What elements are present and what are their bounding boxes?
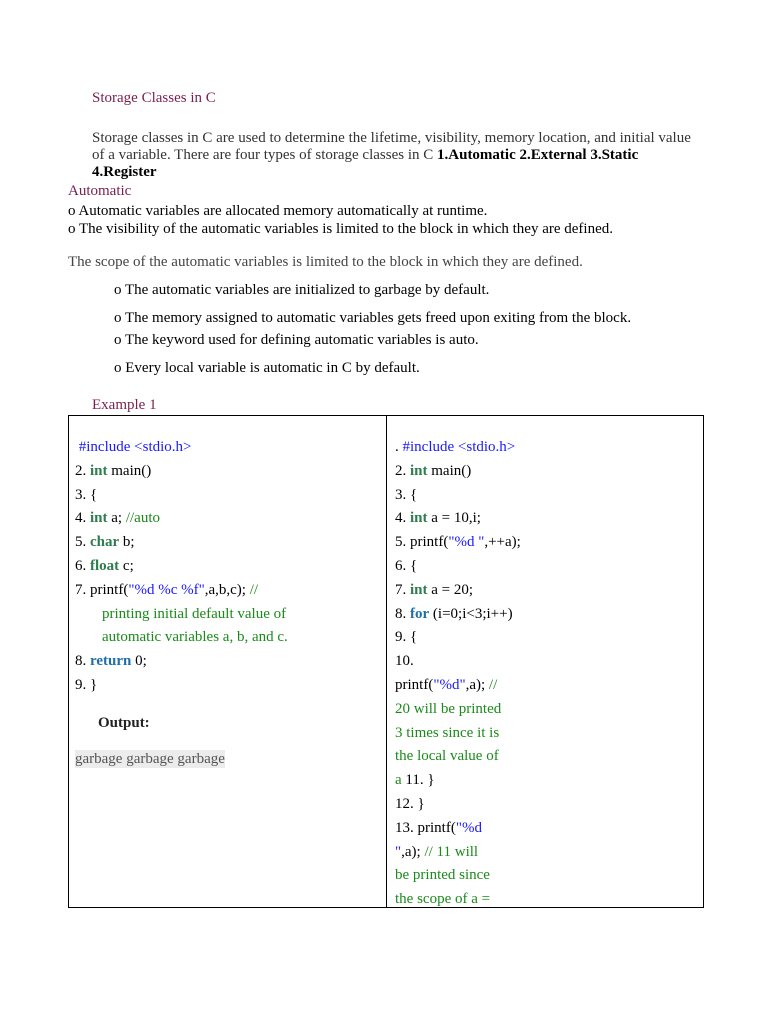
code-comment: automatic variables a, b, and c. bbox=[102, 629, 288, 646]
code-line: 6. float c; bbox=[75, 557, 134, 574]
code-line: 7. printf("%d %c %f",a,b,c); // bbox=[75, 581, 259, 598]
left-code-cell bbox=[75, 436, 288, 771]
code-line: printf("%d",a); // bbox=[395, 676, 498, 693]
code-line: 9. { bbox=[395, 629, 418, 646]
list-item: o The keyword used for defining automatic variables is auto. bbox=[114, 332, 479, 348]
list-item: o The automatic variables are initialized to garbage by default. bbox=[114, 282, 490, 298]
code-line: 12. } bbox=[395, 795, 425, 812]
example-code-table bbox=[68, 415, 704, 908]
list-item: o Every local variable is automatic in C by default. bbox=[114, 360, 420, 376]
code-line: 9. } bbox=[75, 676, 98, 693]
code-line: 2. int main() bbox=[75, 462, 152, 479]
intro-paragraph bbox=[92, 130, 692, 181]
code-comment: printing initial default value of bbox=[102, 605, 287, 622]
code-comment: the scope of a = bbox=[395, 891, 491, 908]
page-title: Storage Classes in C bbox=[92, 90, 216, 106]
code-line: 8. for (i=0;i<3;i++) bbox=[395, 605, 513, 622]
code-line: 4. int a = 10,i; bbox=[395, 510, 481, 527]
code-line: 8. return 0; bbox=[75, 653, 147, 670]
code-line: a 11. } bbox=[395, 772, 435, 789]
automatic-heading: Automatic bbox=[68, 183, 132, 199]
output-value: garbage garbage garbage bbox=[75, 750, 225, 767]
code-line: 5. printf("%d ",++a); bbox=[395, 534, 521, 551]
code-line: . #include <stdio.h> bbox=[395, 439, 516, 455]
output-label: Output: bbox=[98, 714, 150, 731]
code-line: 13. printf("%d bbox=[395, 819, 482, 836]
code-line: #include <stdio.h> bbox=[78, 439, 192, 455]
example-label: Example 1 bbox=[92, 397, 157, 413]
column-divider bbox=[386, 416, 387, 907]
code-comment: 3 times since it is bbox=[395, 724, 500, 741]
code-line: ",a); // 11 will bbox=[395, 843, 479, 860]
code-line: 5. char b; bbox=[75, 534, 135, 551]
list-item: o The memory assigned to automatic variables gets freed upon exiting from the block. bbox=[114, 310, 632, 326]
code-line: 3. { bbox=[395, 486, 418, 503]
right-code-cell bbox=[395, 436, 521, 912]
code-line: 10. bbox=[395, 653, 414, 670]
list-item: o The visibility of the automatic variables is limited to the block in which they are defined. bbox=[68, 221, 614, 237]
automatic-bullets bbox=[68, 202, 613, 238]
code-comment: be printed since bbox=[395, 867, 490, 884]
storage-class-types: 1.Automatic 2.External 3.Static 4.Register bbox=[92, 147, 639, 180]
code-line: 2. int main() bbox=[395, 462, 472, 479]
scope-text: The scope of the automatic variables is limited to the block in which they are defined. bbox=[68, 254, 583, 270]
list-item: o Automatic variables are allocated memory automatically at runtime. bbox=[68, 203, 488, 219]
code-comment: 20 will be printed bbox=[395, 700, 502, 717]
code-comment: the local value of bbox=[395, 748, 499, 765]
code-line: 4. int a; //auto bbox=[75, 510, 161, 527]
code-line: 6. { bbox=[395, 557, 418, 574]
code-line: 3. { bbox=[75, 486, 98, 503]
intro-text: Storage classes in C are used to determine the lifetime, visibility, memory location, and initial value of a variable. There are four types of storage classes in C bbox=[92, 130, 691, 163]
code-line: 7. int a = 20; bbox=[395, 581, 474, 598]
